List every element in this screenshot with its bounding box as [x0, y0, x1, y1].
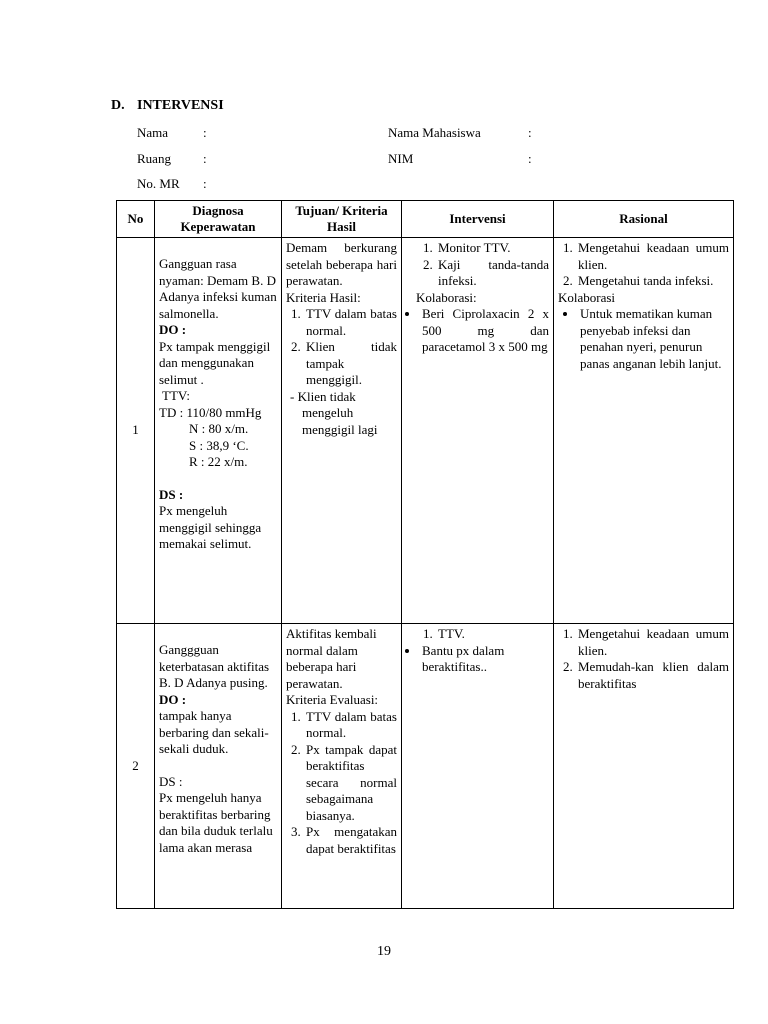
list-item: 1. TTV dalam batas normal.: [304, 709, 397, 742]
list-item: 1. TTV.: [436, 626, 549, 643]
info-mahasiswa: Nama Mahasiswa :: [388, 125, 532, 140]
ds-label: DS :: [159, 773, 183, 789]
list-item: 2. Kaji tanda-tanda infeksi.: [436, 257, 549, 290]
intervensi-list: [406, 626, 549, 643]
diagnosa-intro: Gangguan rasa nyaman: Demam B. D Adanya infeksi kuman salmonella.: [159, 256, 277, 321]
do-text: tampak hanya berbaring dan sekali-sekali duduk.: [159, 708, 269, 756]
dash-list: [286, 389, 397, 439]
list-item: 1. Mengetahui keadaan umum klien.: [576, 240, 729, 273]
header-rasional: Rasional: [554, 201, 734, 238]
kolaborasi-label: Kolaborasi:: [416, 289, 477, 305]
page-number: 19: [377, 944, 391, 959]
ds-text: Px mengeluh menggigil sehingga memakai selimut.: [159, 503, 262, 551]
do-label: DO :: [159, 322, 187, 337]
header-intervensi: Intervensi: [402, 201, 554, 238]
list-item: 2. Klien tidak tampak menggigil.: [304, 339, 397, 389]
list-item: • Bantu px dalam beraktifitas..: [420, 643, 549, 676]
list-item: 2. Px tampak dapat beraktifitas secara normal sebagaimana biasanya.: [304, 742, 397, 825]
intervensi-bullets: [406, 306, 549, 356]
list-item: • Beri Ciprolaxacin 2 x 500 mg dan paracetamol 3 x 500 mg: [420, 306, 549, 356]
kolaborasi-label: Kolaborasi: [558, 289, 616, 305]
tujuan-cell: [282, 238, 402, 624]
header-no: No: [117, 201, 155, 238]
ds-label: DS :: [159, 486, 184, 502]
diagnosa-cell: [155, 624, 282, 909]
list-item: 2. Mengetahui tanda infeksi.: [576, 273, 729, 290]
rasional-list: [558, 240, 729, 290]
section-letter: D.: [111, 98, 125, 113]
row-number: 2: [117, 624, 155, 909]
do-label: DO :: [159, 691, 187, 707]
list-item: 2. Memudah-kan klien dalam beraktifitas: [576, 659, 729, 692]
ds-text: Px mengeluh hanya beraktifitas berbaring dan bila duduk terlalu lama akan merasa: [159, 790, 273, 855]
kriteria-list: [286, 306, 397, 389]
tujuan-cell: [282, 624, 402, 909]
intervensi-cell: [402, 624, 554, 909]
info-nomr: No. MR :: [137, 176, 207, 191]
table-row: [117, 238, 734, 624]
row-number: 1: [117, 238, 155, 624]
rasional-list: [558, 626, 729, 692]
header-tujuan: Tujuan/ Kriteria Hasil: [282, 201, 402, 238]
section-title: [111, 98, 224, 114]
section-heading: INTERVENSI: [137, 98, 224, 113]
s-value: S : 38,9 ‘C.: [189, 437, 249, 453]
rasional-cell: [554, 624, 734, 909]
table-header-row: [117, 201, 734, 238]
table-row: [117, 624, 734, 909]
list-item: 1. TTV dalam batas normal.: [304, 306, 397, 339]
intervention-table: [116, 200, 734, 909]
header-diagnosa: Diagnosa Keperawatan: [155, 201, 282, 238]
kriteria-label: Kriteria Evaluasi:: [286, 692, 379, 707]
intervensi-cell: [402, 238, 554, 624]
do-text: Px tampak menggigil dan menggunakan selimut .: [159, 338, 271, 387]
intervensi-bullets: [406, 643, 549, 676]
info-ruang: Ruang :: [137, 151, 207, 166]
list-item: • Untuk mematikan kuman penyebab infeksi dan penahan nyeri, penurun panas anganan lebih lanjut.: [578, 306, 729, 372]
diagnosa-intro: Ganggguan keterbatasan aktifitas B. D Adanya pusing.: [159, 642, 270, 690]
td-value: TD : 110/80 mmHg: [159, 404, 262, 420]
n-value: N : 80 x/m.: [189, 421, 249, 436]
r-value: R : 22 x/m.: [189, 454, 248, 469]
info-nim: NIM :: [388, 151, 532, 166]
ttv-label: TTV:: [159, 388, 190, 403]
tujuan-intro: Demam berkurang setelah beberapa hari perawatan.: [286, 240, 397, 288]
tujuan-intro: Aktifitas kembali normal dalam beberapa hari perawatan.: [286, 626, 377, 691]
kriteria-list: [286, 709, 397, 858]
list-item: - Klien tidak mengeluh menggigil lagi: [300, 389, 397, 439]
info-nama: Nama :: [137, 125, 207, 140]
list-item: 3. Px mengatakan dapat beraktifitas: [304, 824, 397, 857]
intervensi-list: [406, 240, 549, 290]
list-item: 1. Mengetahui keadaan umum klien.: [576, 626, 729, 659]
diagnosa-cell: [155, 238, 282, 624]
rasional-bullets: [558, 306, 729, 372]
rasional-cell: [554, 238, 734, 624]
list-item: 1. Monitor TTV.: [436, 240, 549, 257]
kriteria-label: Kriteria Hasil:: [286, 289, 361, 305]
